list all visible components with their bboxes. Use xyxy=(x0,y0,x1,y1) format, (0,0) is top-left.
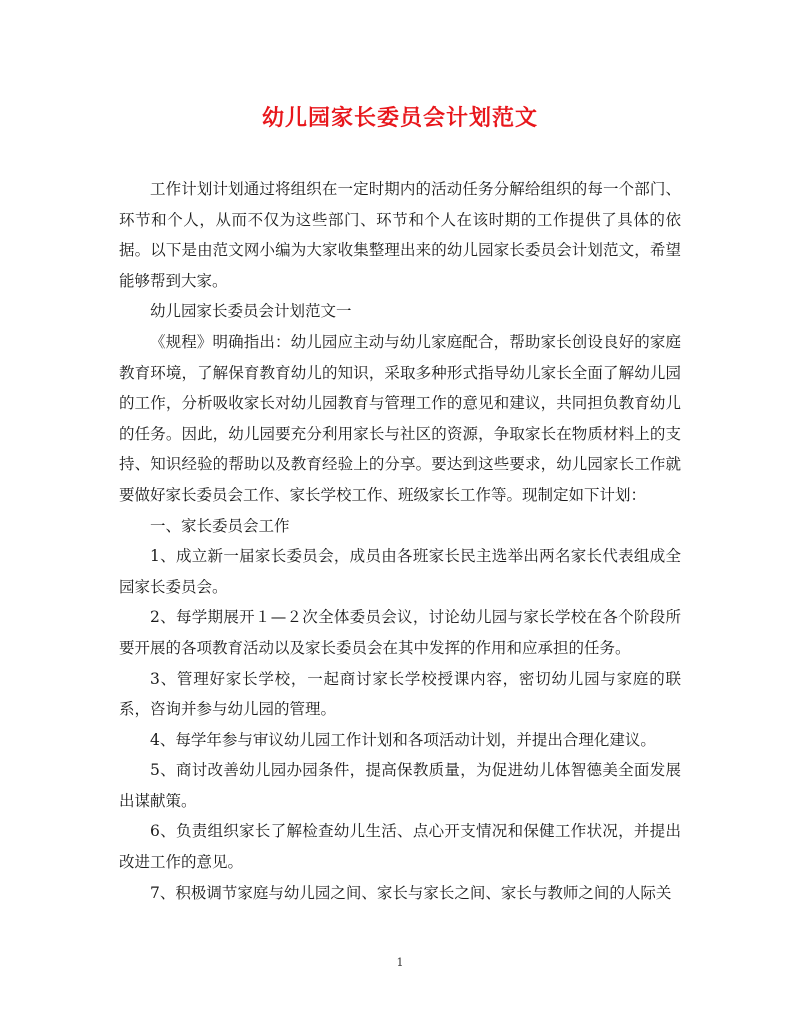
list-item: 2、每学期展开１—２次全体委员会议，讨论幼儿园与家长学校在各个阶段所要开展的各项教育活动以及家长委员会在其中发挥的作用和应承担的任务。 xyxy=(119,608,681,657)
list-item: 6、负责组织家长了解检查幼儿生活、点心开支情况和保健工作状况，并提出改进工作的意见。 xyxy=(119,822,681,872)
document-title: 幼儿园家长委员会计划范文 xyxy=(261,105,538,131)
regulation-paragraph: 《规程》明确指出：幼儿园应主动与幼儿家庭配合，帮助家长创设良好的家庭教育环境，了解保育教育幼儿的知识，采取多种形式指导幼儿家长全面了解幼儿园的工作，分析吸收家长对幼儿园教育与管理工作的意见和建议，共同担负教育幼儿的任务。因此，幼儿园要充分利用家长与社区的资源，争取家长在物质材料上的支持、知识经验的帮助以及教育经验上的分享。要达到这些要求，幼儿园家长工作就要做好家长委员会工作、家长学校工作、班级家长工作等。现制定如下计划： xyxy=(119,332,681,504)
list-item: 7、积极调节家庭与幼儿园之间、家长与家长之间、家长与教师之间的人际关 xyxy=(150,883,672,902)
section-heading-sample-one: 幼儿园家长委员会计划范文一 xyxy=(150,302,352,321)
list-item: 1、成立新一届家长委员会，成员由各班家长民主选举出两名家长代表组成全园家长委员会。 xyxy=(119,547,681,596)
list-item: 4、每学年参与审议幼儿园工作计划和各项活动计划，并提出合理化建议。 xyxy=(150,730,656,749)
list-item: 3、管理好家长学校，一起商讨家长学校授课内容，密切幼儿园与家庭的联系，咨询并参与幼儿园的管理。 xyxy=(119,669,681,719)
page-number: 1 xyxy=(396,956,404,969)
section-heading-committee-work: 一、家长委员会工作 xyxy=(150,516,290,535)
list-item: 5、商讨改善幼儿园办园条件，提高保教质量，为促进幼儿体智德美全面发展出谋献策。 xyxy=(119,761,681,810)
intro-paragraph: 工作计划计划通过将组织在一定时期内的活动任务分解给组织的每一个部门、环节和个人，从而不仅为这些部门、环节和个人在该时期的工作提供了具体的依据。以下是由范文网小编为大家收集整理出来的幼儿园家长委员会计划范文，希望能够帮到大家。 xyxy=(119,180,681,290)
document-body xyxy=(119,174,681,908)
